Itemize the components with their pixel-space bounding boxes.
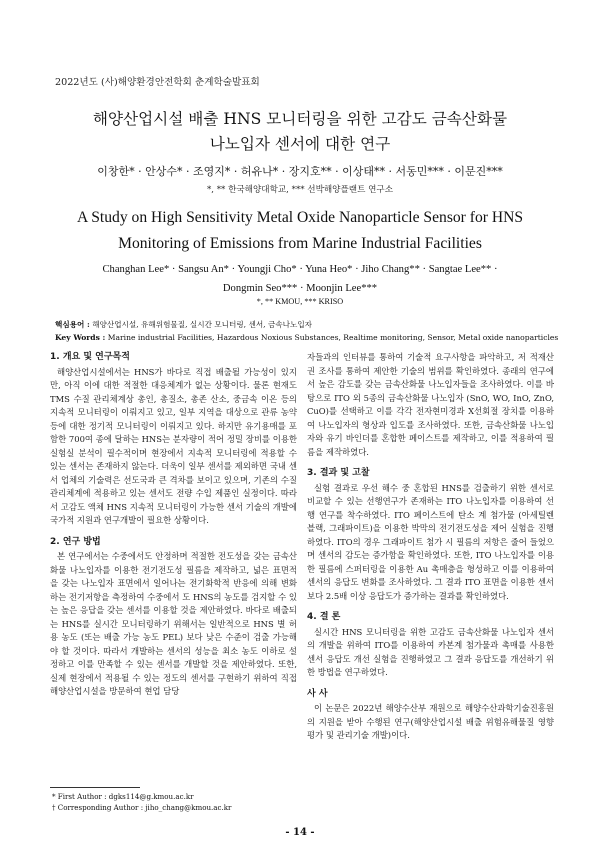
conference-header: 2022년도 (사)해양환경안전학회 춘계학술발표회 xyxy=(55,77,260,88)
footnote-corresponding-author: † Corresponding Author : jiho_chang@kmou.ac.kr xyxy=(52,803,232,812)
footnote-divider xyxy=(50,787,140,788)
english-authors-line-1: Changhan Lee* · Sangsu An* · Youngji Cho* · Yuna Heo* · Jiho Chang** · Sangtae Lee** · xyxy=(102,264,498,275)
english-affiliations: *, ** KMOU, *** KRISO xyxy=(256,297,344,306)
section-3-heading: 3. 결과 및 고찰 xyxy=(307,468,370,478)
english-authors-line-2: Dongmin Seo*** · Moonjin Lee*** xyxy=(222,283,378,294)
section-2-heading: 2. 연구 방법 xyxy=(50,536,101,547)
section-2 xyxy=(50,536,297,699)
english-title xyxy=(30,205,570,257)
keywords-english-text: Marine industrial Facilities, Hazardous Noxious Substances, Realtime monitoring, Sensor, Metal oxide nanoparticles xyxy=(107,333,559,342)
section-2-body: 본 연구에서는 수중에서도 안정하며 적절한 전도성을 갖는 금속산화물 나노입자를 이용한 전기전도성 필름을 제작하고, 넓은 표면적을 갖는 나노입자 표면에서 일어나는 전기화학적 반응에 의해 변화하는 전기저항을 측정하여 수중에서 도 HNS의 농도를 검지할 수 있는 높은 응답을 갖는 센서를 이용할 것을 제안하였다. 바다로 배출되는 HNS를 실시간 모니터링하기 위해서는 일반적으로 HNS 별 허용 농도 (또는 배출 가능 농도 PEL) 보다 낮은 수준이 검출 가능해야 할 것이다. 따라서 개발하는 센서의 성능을 최소 농도 이하로 설정하고 이를 만족할 수 있는 센서를 개발할 것을 제안하였다. 또한, 실제 현장에서 적용될 수 있는 정도의 센서를 구현하기 위하여 직접 해양산업시설을 방문하여 현업 담당 xyxy=(50,551,297,696)
keywords-korean xyxy=(55,318,560,331)
acknowledgement xyxy=(307,688,554,743)
section-4 xyxy=(307,611,554,680)
korean-title-line-2: 나노입자 센서에 대한 연구 xyxy=(209,135,391,153)
right-column xyxy=(307,351,554,751)
section-2-continued-body: 자들과의 인터뷰를 통하여 기술적 요구사항을 파악하고, 저 적재산권 조사를 통하여 제안한 기술의 범위를 확인하였다. 종래의 연구에서 높은 감도를 갖는 금속산화물 나노입자들을 조사하였다. 이를 바탕으로 ITO 외 5종의 금속산화물 나노입자 (SnO, WO, InO, ZnO, CuO)를 선택하고 이를 각각 전자현미경과 X선회절 장치를 이용하여 나노입자의 형상과 입도를 조사하였다. 또한, 금속산화물 나노입자와 유기 바인더를 혼합한 페이스트를 제작하고, 이를 적용하여 필름을 제작하였다. xyxy=(307,352,554,457)
section-4-heading: 4. 결 론 xyxy=(307,612,341,622)
korean-title xyxy=(40,107,560,157)
footnote-first-author: * First Author : dgks114@g.kmou.ac.kr xyxy=(52,792,194,801)
page-number: - 14 - xyxy=(285,827,315,838)
section-4-body: 실시간 HNS 모니터링을 위한 고감도 금속산화물 나노입자 센서의 개발을 위하여 ITO를 이용하여 카본계 첨가물과 촉매를 사용한 센서 응답도 개선 실험을 진행하였고 그 결과 응답도를 개선하기 위한 방법을 연구하였다. xyxy=(307,626,554,677)
korean-affiliations: *, ** 한국해양대학교, *** 선박해양플랜트 연구소 xyxy=(206,185,394,195)
english-authors xyxy=(30,260,570,298)
keywords-korean-text: 해양산업시설, 유해위험물질, 실시간 모니터링, 센서, 금속나노입자 xyxy=(92,320,313,329)
section-3-body: 실험 결과로 우선 해수 중 혼합된 HNS를 검출하기 위한 센서로 비교할 수 있는 선행연구가 존재하는 ITO 나노입자를 이용하여 선행 연구를 착수하였다. ITO 페이스트에 탄소 계 첨가물 (아세틸렌 블랙, 그래파이트)을 이용한 박막의 전기전도성을 제어 실험을 진행하였다. ITO의 경우 그래파이트 첨가 시 필름의 저항은 줄어 들었으며 센서의 감도는 증가함을 확인하였다. 또한, ITO 나노입자를 이용한 필름에 스퍼터링을 이용한 Au 촉매층을 형성하고 이를 이용하여 센서의 응답도 변화를 조사하였다. 그 결과 ITO 표면을 이용한 센서보다 2.5배 이상 응답도가 증가하는 결과를 확인하였다. xyxy=(307,482,554,601)
section-1-body: 해양산업시설에서는 HNS가 바다로 직접 배출될 가능성이 있지만, 아직 이에 대한 적절한 대응체계가 없는 상황이다. 물론 현재도 TMS 수질 관리체계상 총인, 총질소, 총존 산소, 중금속 이온 등의 지속적 모니터링이 이뤄지고 있고, 일부 지역을 대상으로 관류 농약 등에 대한 정기적 모니터링이 이뤄지고 있다. 하지만 유기용매를 포함한 700여 종에 달하는 HNS는 분자량이 적어 정밀 장비를 이용한 실험실 분석이 필수적이며 현장에서 지속적 모니터링에 적용할 수 있는 센서는 존재하지 않는다. 더욱이 일부 센서를 제외하면 국내 센서 업체의 기술력은 선도국과 큰 격차를 보이고 있으며, 기존의 수질 관리체계에 적용하고 있는 센서도 전량 수입 제품인 실정이다. 따라서 고감도 액체 HNS 지속적 모니터링이 가능한 센서 기술의 개발에 국가적 지원과 연구개발이 필요한 상황이다. xyxy=(50,366,297,525)
english-title-line-2: Monitoring of Emissions from Marine Industrial Facilities xyxy=(118,235,482,252)
acknowledgement-body: 이 논문은 2022년 해양수산부 재원으로 해양수산과학기술진흥원의 지원을 받아 수행된 연구(해양산업시설 배출 위험유해물질 영향평가 및 관리기술 개발)이다. xyxy=(307,703,554,740)
keywords-english xyxy=(55,331,560,344)
korean-authors: 이창한* · 안상수* · 조영지* · 허유나* · 장지호** · 이상태** · 서동민*** · 이문진*** xyxy=(97,165,503,178)
section-1-heading: 1. 개요 및 연구목적 xyxy=(50,352,130,362)
acknowledgement-heading: 사 사 xyxy=(307,688,328,699)
english-title-line-1: A Study on High Sensitivity Metal Oxide Nanoparticle Sensor for HNS xyxy=(76,209,524,226)
keywords-korean-label: 핵심용어 : xyxy=(55,320,90,329)
keywords-english-label: Key Words : xyxy=(55,333,106,342)
section-1 xyxy=(50,351,297,528)
section-2-continued xyxy=(307,351,554,459)
left-column xyxy=(50,351,297,707)
korean-title-line-1: 해양산업시설 배출 HNS 모니터링을 위한 고감도 금속산화물 xyxy=(92,110,508,128)
section-3 xyxy=(307,467,554,603)
